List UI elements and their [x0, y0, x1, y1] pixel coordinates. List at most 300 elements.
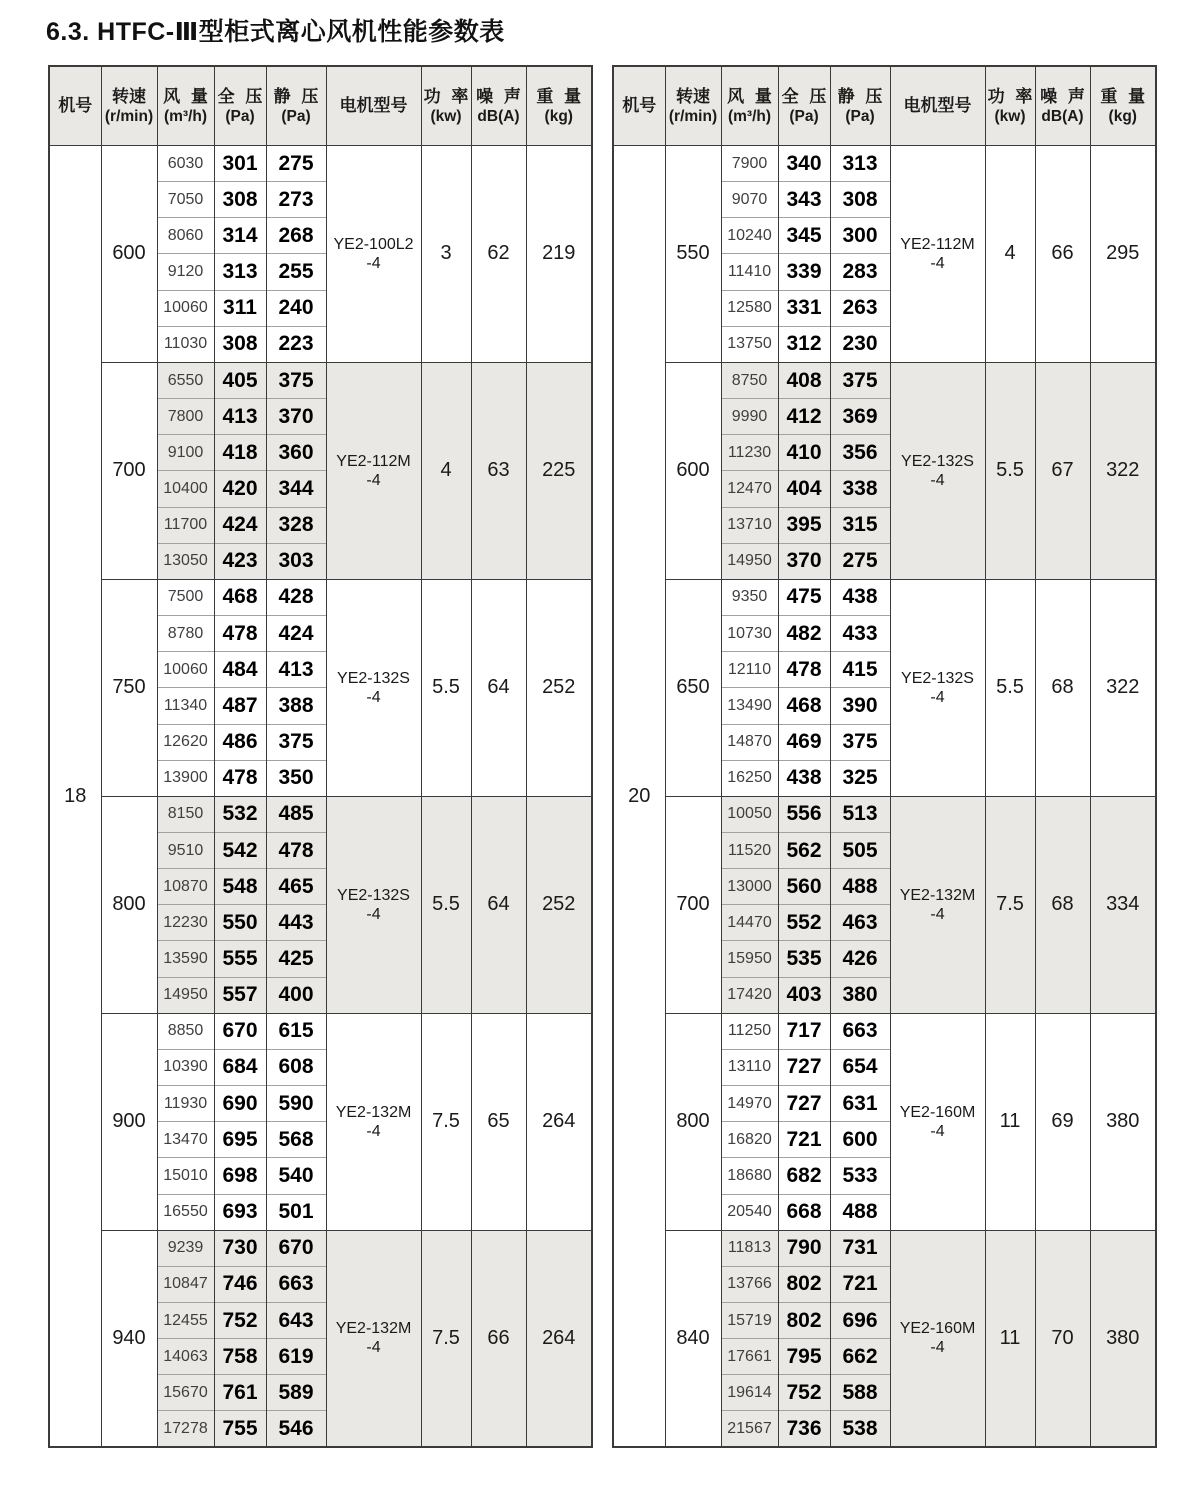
motor-model-line1: YE2-100L2 — [333, 235, 414, 253]
motor-model-line2: -4 — [366, 254, 381, 272]
power-cell: 7.5 — [421, 1013, 471, 1230]
motor-model-line2: -4 — [930, 1122, 945, 1140]
flow-cell: 11700 — [157, 507, 214, 543]
flow-cell: 12110 — [721, 652, 778, 688]
static-pressure-cell: 463 — [830, 905, 890, 941]
static-pressure-cell: 370 — [266, 399, 326, 435]
motor-model-line1: YE2-112M — [336, 452, 411, 470]
static-pressure-cell: 533 — [830, 1158, 890, 1194]
total-pressure-cell: 468 — [778, 688, 830, 724]
flow-cell: 13110 — [721, 1049, 778, 1085]
noise-cell: 64 — [471, 796, 526, 1013]
noise-cell: 68 — [1035, 579, 1090, 796]
total-pressure-cell: 730 — [214, 1230, 266, 1266]
total-pressure-cell: 478 — [214, 616, 266, 652]
power-cell: 3 — [421, 146, 471, 363]
static-pressure-cell: 338 — [830, 471, 890, 507]
flow-cell: 10240 — [721, 218, 778, 254]
flow-cell: 13590 — [157, 941, 214, 977]
static-pressure-cell: 546 — [266, 1411, 326, 1447]
flow-cell: 8150 — [157, 796, 214, 832]
power-cell: 5.5 — [985, 362, 1035, 579]
total-pressure-cell: 404 — [778, 471, 830, 507]
static-pressure-cell: 438 — [830, 579, 890, 615]
total-pressure-cell: 752 — [214, 1303, 266, 1339]
motor-model-cell — [326, 362, 421, 579]
noise-cell: 70 — [1035, 1230, 1090, 1447]
static-pressure-cell: 589 — [266, 1375, 326, 1411]
total-pressure-cell: 668 — [778, 1194, 830, 1230]
static-pressure-cell: 273 — [266, 182, 326, 218]
total-pressure-cell: 405 — [214, 362, 266, 398]
static-pressure-cell: 465 — [266, 869, 326, 905]
motor-model-cell — [890, 1013, 985, 1230]
static-pressure-cell: 356 — [830, 435, 890, 471]
total-pressure-cell: 410 — [778, 435, 830, 471]
flow-cell: 16250 — [721, 760, 778, 796]
flow-cell: 14470 — [721, 905, 778, 941]
flow-cell: 13766 — [721, 1266, 778, 1302]
flow-cell: 11230 — [721, 435, 778, 471]
power-cell: 7.5 — [421, 1230, 471, 1447]
speed-cell: 840 — [665, 1230, 721, 1447]
motor-model-line2: -4 — [930, 254, 945, 272]
noise-cell: 64 — [471, 579, 526, 796]
flow-cell: 8750 — [721, 362, 778, 398]
static-pressure-cell: 426 — [830, 941, 890, 977]
weight-cell: 380 — [1090, 1013, 1156, 1230]
static-pressure-cell: 443 — [266, 905, 326, 941]
col-header-speed-unit: (r/min) — [668, 107, 718, 125]
motor-model-line2: -4 — [930, 1339, 945, 1357]
motor-model-cell — [890, 1230, 985, 1447]
weight-cell: 252 — [526, 796, 592, 1013]
col-header-noise — [1035, 66, 1090, 146]
col-header-motor-label: 电机型号 — [339, 96, 408, 116]
weight-cell: 322 — [1090, 579, 1156, 796]
static-pressure-cell: 300 — [830, 218, 890, 254]
machine-no-cell: 20 — [613, 146, 665, 1448]
total-pressure-cell: 370 — [778, 543, 830, 579]
col-header-static-pressure — [830, 66, 890, 146]
col-header-flow-unit: (m³/h) — [727, 107, 772, 125]
motor-model-line2: -4 — [366, 688, 381, 706]
static-pressure-cell: 390 — [830, 688, 890, 724]
flow-cell: 11813 — [721, 1230, 778, 1266]
static-pressure-cell: 313 — [830, 146, 890, 182]
power-cell: 4 — [421, 362, 471, 579]
static-pressure-cell: 631 — [830, 1086, 890, 1122]
static-pressure-cell: 369 — [830, 399, 890, 435]
motor-model-line1: YE2-132M — [335, 1103, 412, 1121]
static-pressure-cell: 425 — [266, 941, 326, 977]
motor-model-cell — [326, 1230, 421, 1447]
total-pressure-cell: 684 — [214, 1049, 266, 1085]
motor-model-line1: YE2-160M — [899, 1320, 976, 1338]
total-pressure-cell: 532 — [214, 796, 266, 832]
total-pressure-cell: 468 — [214, 579, 266, 615]
static-pressure-cell: 721 — [830, 1266, 890, 1302]
col-header-power — [985, 66, 1035, 146]
static-pressure-cell: 670 — [266, 1230, 326, 1266]
total-pressure-cell: 478 — [778, 652, 830, 688]
static-pressure-cell: 268 — [266, 218, 326, 254]
total-pressure-cell: 542 — [214, 832, 266, 868]
flow-cell: 9100 — [157, 435, 214, 471]
weight-cell: 380 — [1090, 1230, 1156, 1447]
weight-cell: 264 — [526, 1230, 592, 1447]
total-pressure-cell: 548 — [214, 869, 266, 905]
col-header-weight — [1090, 66, 1156, 146]
col-header-static-pressure-label: 静 压 — [837, 86, 883, 106]
flow-cell: 8850 — [157, 1013, 214, 1049]
speed-cell: 700 — [665, 796, 721, 1013]
total-pressure-cell: 469 — [778, 724, 830, 760]
col-header-total-pressure-label: 全 压 — [781, 86, 827, 106]
flow-cell: 14870 — [721, 724, 778, 760]
static-pressure-cell: 308 — [830, 182, 890, 218]
col-header-noise-unit: dB(A) — [477, 107, 520, 125]
static-pressure-cell: 488 — [830, 1194, 890, 1230]
static-pressure-cell: 654 — [830, 1049, 890, 1085]
static-pressure-cell: 433 — [830, 616, 890, 652]
power-cell: 5.5 — [421, 579, 471, 796]
speed-cell: 550 — [665, 146, 721, 363]
col-header-total-pressure-unit: (Pa) — [789, 107, 819, 125]
total-pressure-cell: 482 — [778, 616, 830, 652]
flow-cell: 8780 — [157, 616, 214, 652]
weight-cell: 322 — [1090, 362, 1156, 579]
flow-cell: 7900 — [721, 146, 778, 182]
col-header-power-unit: (kw) — [994, 107, 1026, 125]
motor-model-line2: -4 — [930, 688, 945, 706]
total-pressure-cell: 343 — [778, 182, 830, 218]
total-pressure-cell: 486 — [214, 724, 266, 760]
flow-cell: 11930 — [157, 1086, 214, 1122]
flow-cell: 16820 — [721, 1122, 778, 1158]
static-pressure-cell: 255 — [266, 254, 326, 290]
flow-cell: 13900 — [157, 760, 214, 796]
static-pressure-cell: 501 — [266, 1194, 326, 1230]
flow-cell: 17278 — [157, 1411, 214, 1447]
static-pressure-cell: 275 — [830, 543, 890, 579]
motor-model-line2: -4 — [366, 471, 381, 489]
col-header-static-pressure-unit: (Pa) — [281, 107, 311, 125]
static-pressure-cell: 328 — [266, 507, 326, 543]
total-pressure-cell: 552 — [778, 905, 830, 941]
flow-cell: 7050 — [157, 182, 214, 218]
static-pressure-cell: 350 — [266, 760, 326, 796]
motor-model-line2: -4 — [366, 1122, 381, 1140]
total-pressure-cell: 331 — [778, 290, 830, 326]
motor-model-line1: YE2-132M — [335, 1320, 412, 1338]
power-cell: 7.5 — [985, 796, 1035, 1013]
flow-cell: 12455 — [157, 1303, 214, 1339]
static-pressure-cell: 478 — [266, 832, 326, 868]
total-pressure-cell: 721 — [778, 1122, 830, 1158]
flow-cell: 10390 — [157, 1049, 214, 1085]
flow-cell: 13050 — [157, 543, 214, 579]
col-header-power — [421, 66, 471, 146]
total-pressure-cell: 555 — [214, 941, 266, 977]
flow-cell: 14950 — [721, 543, 778, 579]
col-header-weight-unit: (kg) — [1108, 107, 1137, 125]
total-pressure-cell: 550 — [214, 905, 266, 941]
flow-cell: 15670 — [157, 1375, 214, 1411]
flow-cell: 11030 — [157, 326, 214, 362]
static-pressure-cell: 538 — [830, 1411, 890, 1447]
static-pressure-cell: 240 — [266, 290, 326, 326]
col-header-noise-unit: dB(A) — [1041, 107, 1084, 125]
fan-performance-table-20 — [612, 65, 1157, 1448]
speed-cell: 800 — [101, 796, 157, 1013]
total-pressure-cell: 420 — [214, 471, 266, 507]
total-pressure-cell: 717 — [778, 1013, 830, 1049]
power-cell: 11 — [985, 1230, 1035, 1447]
weight-cell: 225 — [526, 362, 592, 579]
col-header-flow — [157, 66, 214, 146]
speed-cell: 940 — [101, 1230, 157, 1447]
total-pressure-cell: 314 — [214, 218, 266, 254]
motor-model-cell — [890, 579, 985, 796]
static-pressure-cell: 619 — [266, 1339, 326, 1375]
flow-cell: 9120 — [157, 254, 214, 290]
static-pressure-cell: 375 — [266, 362, 326, 398]
speed-cell: 700 — [101, 362, 157, 579]
motor-model-line1: YE2-132M — [899, 886, 976, 904]
col-header-motor — [326, 66, 421, 146]
flow-cell: 12620 — [157, 724, 214, 760]
static-pressure-cell: 415 — [830, 652, 890, 688]
static-pressure-cell: 608 — [266, 1049, 326, 1085]
static-pressure-cell: 424 — [266, 616, 326, 652]
total-pressure-cell: 690 — [214, 1086, 266, 1122]
total-pressure-cell: 484 — [214, 652, 266, 688]
flow-cell: 10060 — [157, 290, 214, 326]
flow-cell: 18680 — [721, 1158, 778, 1194]
col-header-noise — [471, 66, 526, 146]
static-pressure-cell: 263 — [830, 290, 890, 326]
noise-cell: 66 — [471, 1230, 526, 1447]
flow-cell: 17661 — [721, 1339, 778, 1375]
motor-model-cell — [890, 146, 985, 363]
total-pressure-cell: 418 — [214, 435, 266, 471]
flow-cell: 7800 — [157, 399, 214, 435]
machine-no-cell: 18 — [49, 146, 101, 1448]
flow-cell: 14950 — [157, 977, 214, 1013]
noise-cell: 69 — [1035, 1013, 1090, 1230]
total-pressure-cell: 752 — [778, 1375, 830, 1411]
static-pressure-cell: 513 — [830, 796, 890, 832]
flow-cell: 11520 — [721, 832, 778, 868]
col-header-static-pressure-unit: (Pa) — [845, 107, 875, 125]
static-pressure-cell: 662 — [830, 1339, 890, 1375]
col-header-static-pressure — [266, 66, 326, 146]
flow-cell: 9239 — [157, 1230, 214, 1266]
col-header-total-pressure-label: 全 压 — [217, 86, 263, 106]
total-pressure-cell: 746 — [214, 1266, 266, 1302]
total-pressure-cell: 802 — [778, 1266, 830, 1302]
total-pressure-cell: 535 — [778, 941, 830, 977]
total-pressure-cell: 340 — [778, 146, 830, 182]
static-pressure-cell: 590 — [266, 1086, 326, 1122]
motor-model-line1: YE2-160M — [899, 1103, 976, 1121]
flow-cell: 13750 — [721, 326, 778, 362]
motor-model-line2: -4 — [366, 905, 381, 923]
weight-cell: 295 — [1090, 146, 1156, 363]
total-pressure-cell: 790 — [778, 1230, 830, 1266]
col-header-flow-label: 风 量 — [163, 86, 208, 106]
motor-model-line1: YE2-132S — [901, 669, 974, 687]
col-header-total-pressure — [214, 66, 266, 146]
flow-cell: 9510 — [157, 832, 214, 868]
col-header-power-label: 功 率 — [987, 86, 1033, 106]
total-pressure-cell: 802 — [778, 1303, 830, 1339]
flow-cell: 12470 — [721, 471, 778, 507]
static-pressure-cell: 488 — [830, 869, 890, 905]
motor-model-line2: -4 — [366, 1339, 381, 1357]
col-header-total-pressure — [778, 66, 830, 146]
flow-cell: 17420 — [721, 977, 778, 1013]
flow-cell: 9990 — [721, 399, 778, 435]
flow-cell: 13470 — [157, 1122, 214, 1158]
flow-cell: 16550 — [157, 1194, 214, 1230]
noise-cell: 63 — [471, 362, 526, 579]
total-pressure-cell: 475 — [778, 579, 830, 615]
static-pressure-cell: 588 — [830, 1375, 890, 1411]
flow-cell: 9350 — [721, 579, 778, 615]
static-pressure-cell: 388 — [266, 688, 326, 724]
static-pressure-cell: 485 — [266, 796, 326, 832]
flow-cell: 10870 — [157, 869, 214, 905]
static-pressure-cell: 540 — [266, 1158, 326, 1194]
col-header-machine — [613, 66, 665, 146]
static-pressure-cell: 400 — [266, 977, 326, 1013]
flow-cell: 11250 — [721, 1013, 778, 1049]
static-pressure-cell: 600 — [830, 1122, 890, 1158]
col-header-machine-label: 机号 — [58, 96, 93, 116]
total-pressure-cell: 487 — [214, 688, 266, 724]
static-pressure-cell: 615 — [266, 1013, 326, 1049]
col-header-power-unit: (kw) — [430, 107, 462, 125]
col-header-power-label: 功 率 — [423, 86, 469, 106]
speed-cell: 800 — [665, 1013, 721, 1230]
noise-cell: 66 — [1035, 146, 1090, 363]
col-header-speed-label: 转速 — [676, 86, 710, 106]
noise-cell: 62 — [471, 146, 526, 363]
flow-cell: 20540 — [721, 1194, 778, 1230]
flow-cell: 14063 — [157, 1339, 214, 1375]
speed-cell: 600 — [665, 362, 721, 579]
motor-model-line1: YE2-132S — [337, 886, 410, 904]
noise-cell: 68 — [1035, 796, 1090, 1013]
static-pressure-cell: 375 — [266, 724, 326, 760]
total-pressure-cell: 695 — [214, 1122, 266, 1158]
total-pressure-cell: 727 — [778, 1086, 830, 1122]
col-header-flow-unit: (m³/h) — [163, 107, 208, 125]
fan-table-container-18 — [48, 65, 593, 1448]
static-pressure-cell: 663 — [266, 1266, 326, 1302]
static-pressure-cell: 413 — [266, 652, 326, 688]
power-cell: 4 — [985, 146, 1035, 363]
total-pressure-cell: 557 — [214, 977, 266, 1013]
total-pressure-cell: 313 — [214, 254, 266, 290]
total-pressure-cell: 438 — [778, 760, 830, 796]
static-pressure-cell: 223 — [266, 326, 326, 362]
noise-cell: 65 — [471, 1013, 526, 1230]
total-pressure-cell: 693 — [214, 1194, 266, 1230]
motor-model-cell — [890, 796, 985, 1013]
motor-model-line2: -4 — [930, 471, 945, 489]
flow-cell: 21567 — [721, 1411, 778, 1447]
motor-model-cell — [890, 362, 985, 579]
col-header-weight-label: 重 量 — [536, 86, 582, 106]
flow-cell: 6550 — [157, 362, 214, 398]
col-header-speed — [101, 66, 157, 146]
total-pressure-cell: 736 — [778, 1411, 830, 1447]
fan-performance-table-18 — [48, 65, 593, 1448]
static-pressure-cell: 325 — [830, 760, 890, 796]
static-pressure-cell: 375 — [830, 724, 890, 760]
static-pressure-cell: 663 — [830, 1013, 890, 1049]
col-header-static-pressure-label: 静 压 — [273, 86, 319, 106]
noise-cell: 67 — [1035, 362, 1090, 579]
power-cell: 11 — [985, 1013, 1035, 1230]
weight-cell: 252 — [526, 579, 592, 796]
static-pressure-cell: 731 — [830, 1230, 890, 1266]
total-pressure-cell: 413 — [214, 399, 266, 435]
col-header-speed — [665, 66, 721, 146]
total-pressure-cell: 670 — [214, 1013, 266, 1049]
weight-cell: 264 — [526, 1013, 592, 1230]
speed-cell: 600 — [101, 146, 157, 363]
col-header-weight — [526, 66, 592, 146]
total-pressure-cell: 478 — [214, 760, 266, 796]
weight-cell: 219 — [526, 146, 592, 363]
col-header-machine — [49, 66, 101, 146]
flow-cell: 11340 — [157, 688, 214, 724]
total-pressure-cell: 755 — [214, 1411, 266, 1447]
static-pressure-cell: 275 — [266, 146, 326, 182]
flow-cell: 13000 — [721, 869, 778, 905]
static-pressure-cell: 344 — [266, 471, 326, 507]
static-pressure-cell: 315 — [830, 507, 890, 543]
motor-model-line1: YE2-132S — [901, 452, 974, 470]
flow-cell: 8060 — [157, 218, 214, 254]
static-pressure-cell: 375 — [830, 362, 890, 398]
static-pressure-cell: 303 — [266, 543, 326, 579]
total-pressure-cell: 727 — [778, 1049, 830, 1085]
motor-model-line1: YE2-112M — [900, 235, 975, 253]
flow-cell: 12580 — [721, 290, 778, 326]
total-pressure-cell: 795 — [778, 1339, 830, 1375]
col-header-flow-label: 风 量 — [727, 86, 772, 106]
power-cell: 5.5 — [985, 579, 1035, 796]
col-header-total-pressure-unit: (Pa) — [225, 107, 255, 125]
static-pressure-cell: 643 — [266, 1303, 326, 1339]
static-pressure-cell: 230 — [830, 326, 890, 362]
static-pressure-cell: 428 — [266, 579, 326, 615]
flow-cell: 10847 — [157, 1266, 214, 1302]
total-pressure-cell: 761 — [214, 1375, 266, 1411]
speed-cell: 750 — [101, 579, 157, 796]
flow-cell: 10060 — [157, 652, 214, 688]
flow-cell: 15950 — [721, 941, 778, 977]
flow-cell: 13710 — [721, 507, 778, 543]
total-pressure-cell: 412 — [778, 399, 830, 435]
col-header-flow — [721, 66, 778, 146]
motor-model-cell — [326, 796, 421, 1013]
